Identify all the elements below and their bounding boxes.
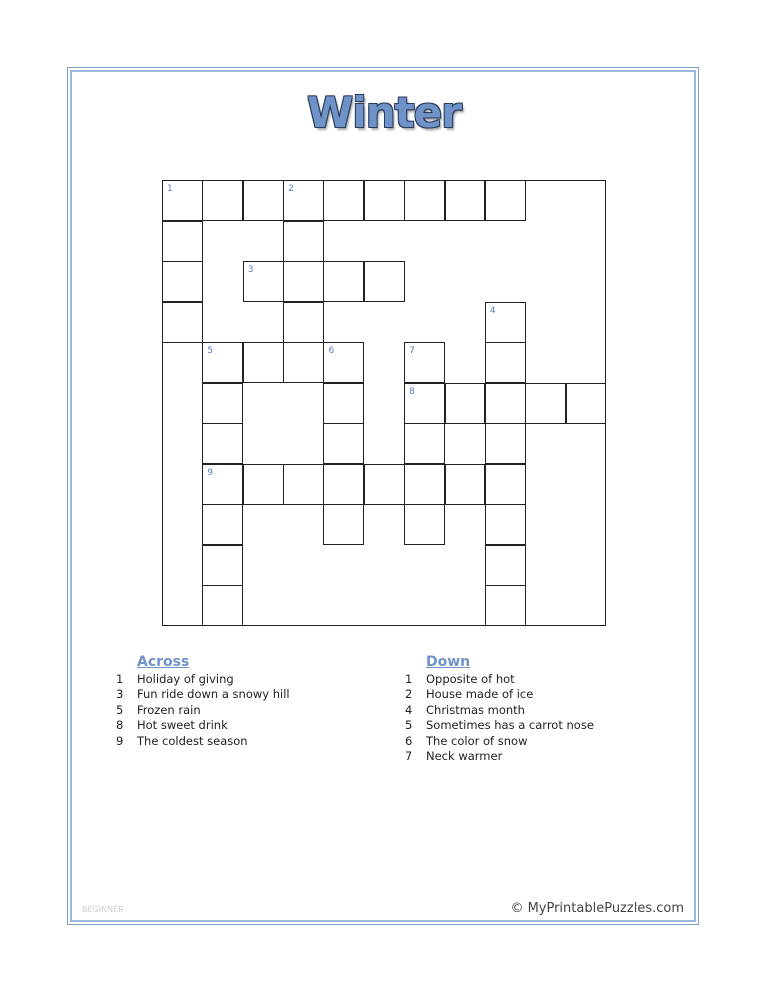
clue-text: Holiday of giving [137,672,234,686]
clue-number-label: 5 [116,702,124,717]
clue-number: 5 [207,346,214,357]
grid-cell[interactable] [243,342,284,383]
grid-cell[interactable] [364,261,405,302]
grid-cell[interactable] [202,383,243,424]
across-clue [112,687,290,702]
crossword-grid [162,180,606,626]
grid-cell[interactable] [404,464,445,505]
grid-cell[interactable] [323,261,364,302]
grid-cell[interactable] [202,342,243,383]
grid-cell[interactable] [485,545,526,586]
clue-number: 8 [409,386,415,397]
clue-number: 6 [328,346,335,357]
grid-cell[interactable] [404,342,445,383]
across-clue [112,734,290,749]
grid-cell[interactable] [485,302,526,343]
down-clue [401,703,594,718]
grid-cell[interactable] [445,464,486,505]
down-clue [401,672,594,687]
grid-cell[interactable] [283,261,324,302]
grid-cell[interactable] [283,221,324,262]
grid-cell[interactable] [243,464,284,505]
clue-number: 4 [489,305,496,316]
grid-cell[interactable] [283,342,324,383]
grid-cell[interactable] [364,180,405,221]
grid-cell[interactable] [323,504,364,545]
across-clue [112,703,290,718]
clue-number-label: 5 [405,718,413,733]
grid-cell[interactable] [243,261,284,302]
grid-cell[interactable] [323,180,364,221]
grid-cell[interactable] [404,504,445,545]
clue-number: 1 [167,184,173,194]
clue-number-label: 7 [405,749,413,764]
grid-cell[interactable] [162,180,203,221]
across-clue [112,672,290,687]
grid-cell[interactable] [202,545,243,586]
clue-text: House made of ice [426,687,534,702]
down-heading: Down [426,654,471,670]
across-clues [112,652,290,749]
clue-number-label: 1 [116,672,124,686]
grid-cell[interactable] [202,180,243,221]
clue-number-label: 3 [116,687,124,702]
grid-cell[interactable] [525,383,566,424]
grid-cell[interactable] [162,302,203,343]
grid-cell[interactable] [485,585,526,626]
grid-cell[interactable] [485,464,526,505]
puzzle-title: Winter [307,88,461,137]
difficulty-level: BEGINNER [82,905,124,914]
clue-number-label: 1 [405,672,413,686]
clue-number: 3 [247,265,254,276]
grid-cell[interactable] [283,464,324,505]
grid-cell[interactable] [243,180,284,221]
grid-cell[interactable] [323,342,364,383]
grid-cell[interactable] [202,585,243,626]
down-clue [401,687,594,702]
grid-cell[interactable] [485,423,526,464]
down-clue [401,718,594,733]
grid-cell[interactable] [162,261,203,302]
across-clue [112,718,290,733]
clue-text: Frozen rain [137,702,201,717]
grid-cell[interactable] [485,504,526,545]
grid-cell[interactable] [445,383,486,424]
clue-number: 2 [288,184,294,194]
clue-text: Hot sweet drink [137,718,228,733]
grid-cell[interactable] [485,383,526,424]
grid-cell[interactable] [485,342,526,383]
grid-cell[interactable] [445,180,486,221]
grid-cell[interactable] [202,464,243,505]
across-clue-list [112,672,290,749]
grid-cell[interactable] [404,423,445,464]
grid-cell[interactable] [364,464,405,505]
grid-cell[interactable] [283,302,324,343]
down-clue-list [401,672,594,764]
clue-number-label: 8 [116,718,124,733]
clue-text: Christmas month [426,702,525,717]
clue-number-label: 6 [405,733,413,748]
down-clue [401,734,594,749]
grid-cell[interactable] [202,504,243,545]
down-clues [401,652,594,764]
site-credit: © MyPrintablePuzzles.com [510,901,684,916]
down-clue [401,749,594,764]
grid-cell[interactable] [404,383,445,424]
clue-text: The coldest season [137,733,248,748]
grid-cell[interactable] [323,383,364,424]
clue-text: The color of snow [426,733,528,748]
clue-number: 9 [207,467,214,478]
grid-cell[interactable] [162,221,203,262]
grid-cell[interactable] [283,180,324,221]
clue-text: Opposite of hot [426,672,515,686]
grid-cell[interactable] [323,423,364,464]
across-heading: Across [137,654,190,670]
clue-text: Sometimes has a carrot nose [426,718,594,733]
clue-number-label: 2 [405,687,413,702]
grid-cell[interactable] [566,383,607,424]
clue-number: 7 [409,346,415,357]
clue-text: Fun ride down a snowy hill [137,687,290,702]
grid-cell[interactable] [485,180,526,221]
clue-number-label: 4 [405,702,413,717]
grid-cell[interactable] [323,464,364,505]
grid-cell[interactable] [404,180,445,221]
clue-text: Neck warmer [426,749,503,764]
clue-number-label: 9 [116,733,124,748]
grid-cell[interactable] [202,423,243,464]
